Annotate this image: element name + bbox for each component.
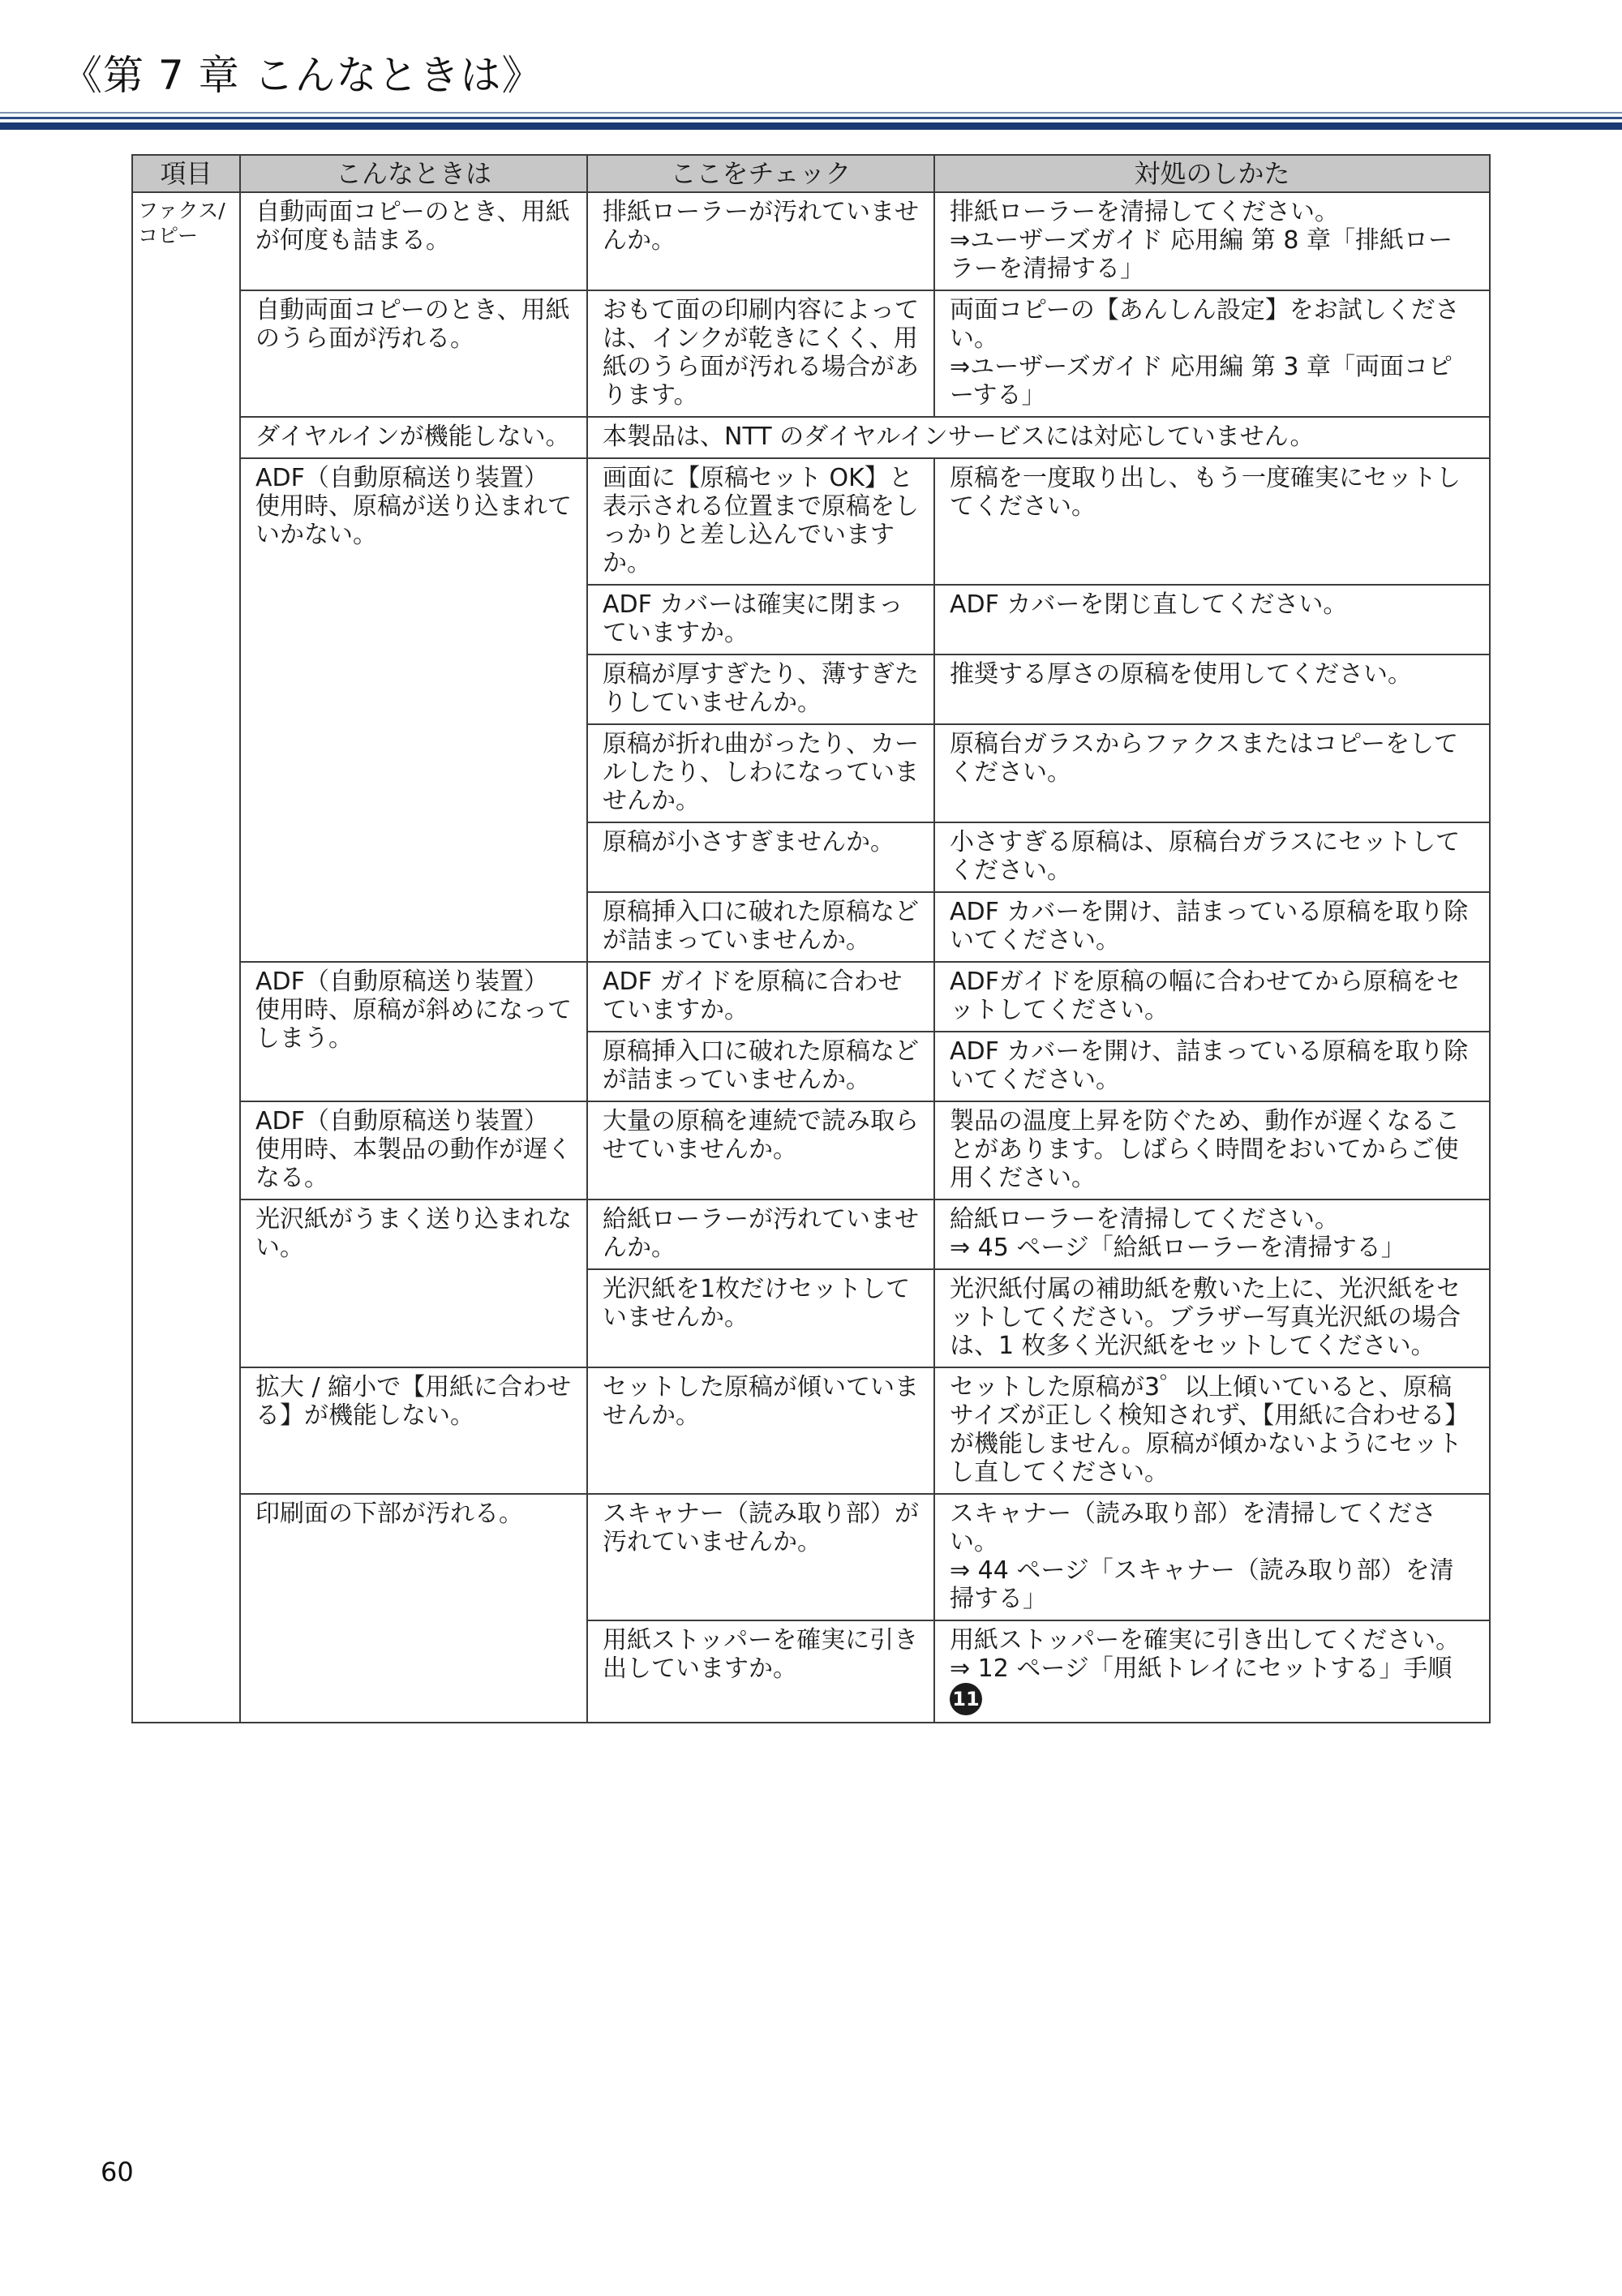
remedy-cell: ADFガイドを原稿の幅に合わせてから原稿をセットしてください。 <box>934 962 1490 1032</box>
page-number: 60 <box>101 2157 134 2187</box>
remedy-cell <box>934 1620 1490 1723</box>
remedy-cell: ADF カバーを閉じ直してください。 <box>934 585 1490 654</box>
category-cell: ファクス/コピー <box>132 192 240 1723</box>
situation-cell: 光沢紙がうまく送り込まれない。 <box>240 1199 587 1367</box>
check-cell: 原稿が折れ曲がったり、カールしたり、しわになっていませんか。 <box>587 724 934 822</box>
remedy-cell: 光沢紙付属の補助紙を敷いた上に、光沢紙をセットしてください。ブラザー写真光沢紙の場合は、1 枚多く光沢紙をセットしてください。 <box>934 1269 1490 1367</box>
situation-cell: 拡大 / 縮小で【用紙に合わせる】が機能しない。 <box>240 1367 587 1494</box>
header-rule-thin <box>0 112 1622 114</box>
situation-cell: 印刷面の下部が汚れる。 <box>240 1494 587 1723</box>
check-cell: 画面に【原稿セット OK】と表示される位置まで原稿をしっかりと差し込んでいますか。 <box>587 458 934 585</box>
situation-cell: ダイヤルインが機能しない。 <box>240 417 587 458</box>
troubleshooting-table <box>131 154 1491 1723</box>
check-cell: セットした原稿が傾いていませんか。 <box>587 1367 934 1494</box>
check-cell: 用紙ストッパーを確実に引き出していますか。 <box>587 1620 934 1723</box>
check-cell: 大量の原稿を連続で読み取らせていませんか。 <box>587 1101 934 1199</box>
column-header-check: ここをチェック <box>587 155 934 192</box>
remedy-cell: スキャナー（読み取り部）を清掃してください。 ⇒ 44 ページ「スキャナー（読み取り部）を清掃する」 <box>934 1494 1490 1620</box>
check-cell: 原稿が厚すぎたり、薄すぎたりしていませんか。 <box>587 654 934 724</box>
remedy-cell: 両面コピーの【あんしん設定】をお試しください。 ⇒ユーザーズガイド 応用編 第 3 章「両面コピーする」 <box>934 290 1490 417</box>
check-cell: 原稿が小さすぎませんか。 <box>587 822 934 892</box>
remedy-cell: 小さすぎる原稿は、原稿台ガラスにセットしてください。 <box>934 822 1490 892</box>
remedy-cell: ADF カバーを開け、詰まっている原稿を取り除いてください。 <box>934 892 1490 962</box>
table-row <box>132 962 1490 1032</box>
situation-cell: ADF（自動原稿送り装置）使用時、原稿が斜めになってしまう。 <box>240 962 587 1101</box>
column-header-item: 項目 <box>132 155 240 192</box>
check-cell: ADF ガイドを原稿に合わせていますか。 <box>587 962 934 1032</box>
remedy-cell: 原稿台ガラスからファクスまたはコピーをしてください。 <box>934 724 1490 822</box>
remedy-cell: ADF カバーを開け、詰まっている原稿を取り除いてください。 <box>934 1032 1490 1101</box>
chapter-title: 《第 7 章 こんなときは》 <box>62 52 543 99</box>
remedy-cell: 給紙ローラーを清掃してください。 ⇒ 45 ページ「給紙ローラーを清掃する」 <box>934 1199 1490 1269</box>
check-cell: おもて面の印刷内容によっては、インクが乾きにくく、用紙のうら面が汚れる場合があります。 <box>587 290 934 417</box>
table-row <box>132 1367 1490 1494</box>
column-header-situation: こんなときは <box>240 155 587 192</box>
remedy-cell: 製品の温度上昇を防ぐため、動作が遅くなることがあります。しばらく時間をおいてからご使用ください。 <box>934 1101 1490 1199</box>
remedy-cell: 原稿を一度取り出し、もう一度確実にセットしてください。 <box>934 458 1490 585</box>
table-row <box>132 1494 1490 1620</box>
remedy-text: 用紙ストッパーを確実に引き出してください。 ⇒ 12 ページ「用紙トレイにセットする」手順 <box>950 1626 1461 1683</box>
remedy-cell: セットした原稿が3゜以上傾いていると、原稿サイズが正しく検知されず、【用紙に合わせる】が機能しません。原稿が傾かないようにセットし直してください。 <box>934 1367 1490 1494</box>
remedy-cell: 排紙ローラーを清掃してください。 ⇒ユーザーズガイド 応用編 第 8 章「排紙ローラーを清掃する」 <box>934 192 1490 290</box>
check-cell: 給紙ローラーが汚れていませんか。 <box>587 1199 934 1269</box>
merged-check-remedy-cell: 本製品は、NTT のダイヤルインサービスには対応していません。 <box>587 417 1490 458</box>
check-cell: 排紙ローラーが汚れていませんか。 <box>587 192 934 290</box>
header-rule-mid <box>0 117 1622 119</box>
situation-cell: ADF（自動原稿送り装置）使用時、本製品の動作が遅くなる。 <box>240 1101 587 1199</box>
table-row <box>132 1199 1490 1269</box>
table-row <box>132 290 1490 417</box>
table-row <box>132 458 1490 585</box>
check-cell: ADF カバーは確実に閉まっていますか。 <box>587 585 934 654</box>
check-cell: スキャナー（読み取り部）が汚れていませんか。 <box>587 1494 934 1620</box>
situation-cell: 自動両面コピーのとき、用紙が何度も詰まる。 <box>240 192 587 290</box>
check-cell: 光沢紙を1枚だけセットしていませんか。 <box>587 1269 934 1367</box>
step-number-badge: 11 <box>950 1683 982 1715</box>
situation-cell: ADF（自動原稿送り装置）使用時、原稿が送り込まれていかない。 <box>240 458 587 962</box>
situation-cell: 自動両面コピーのとき、用紙のうら面が汚れる。 <box>240 290 587 417</box>
table-row <box>132 192 1490 290</box>
table-header-row <box>132 155 1490 192</box>
column-header-remedy: 対処のしかた <box>934 155 1490 192</box>
table-row <box>132 417 1490 458</box>
check-cell: 原稿挿入口に破れた原稿などが詰まっていませんか。 <box>587 1032 934 1101</box>
check-cell: 原稿挿入口に破れた原稿などが詰まっていませんか。 <box>587 892 934 962</box>
header-rule-thick <box>0 122 1622 130</box>
table-row <box>132 1101 1490 1199</box>
remedy-cell: 推奨する厚さの原稿を使用してください。 <box>934 654 1490 724</box>
